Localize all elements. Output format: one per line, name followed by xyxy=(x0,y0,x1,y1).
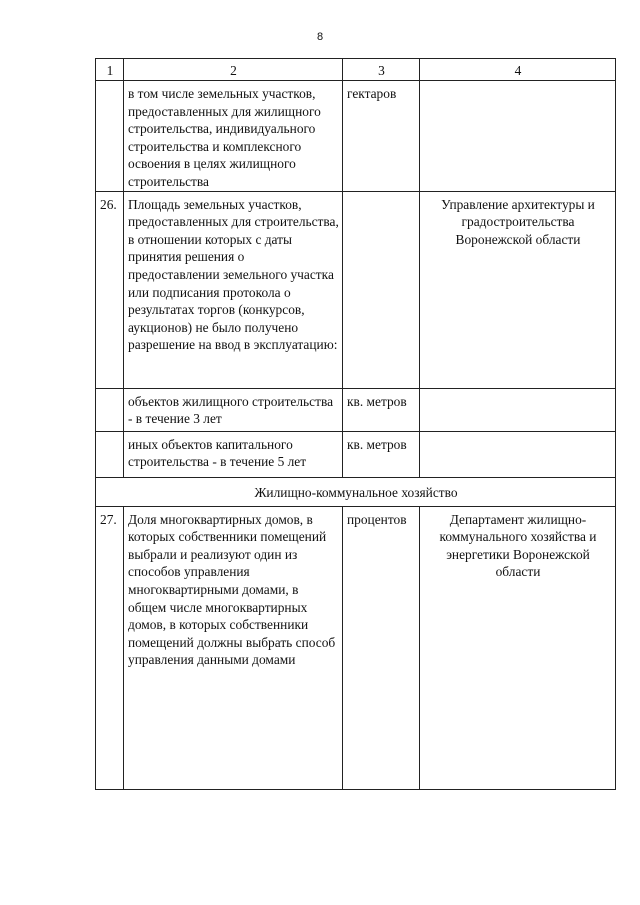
unit-of-measure xyxy=(343,191,420,388)
table-header-row xyxy=(96,59,616,81)
row-number xyxy=(96,81,124,192)
indicator-name: объектов жилищного строительства - в течение 3 лет xyxy=(124,388,343,431)
row-number: 26. xyxy=(96,191,124,388)
indicators-table xyxy=(95,58,616,790)
indicator-name: Площадь земельных участков, предоставленных для строительства, в отношении которых с даты принятия решения о предоставлении земельного участка или подписания протокола о результатах торгов (конкурсов, аукционов) не было получено разрешение на ввод в эксплуатацию: xyxy=(124,191,343,388)
row-number xyxy=(96,388,124,431)
section-title: Жилищно-коммунальное хозяйство xyxy=(96,477,616,506)
table-row xyxy=(96,506,616,789)
section-header-row xyxy=(96,477,616,506)
unit-of-measure: гектаров xyxy=(343,81,420,192)
header-col-2: 2 xyxy=(124,59,343,81)
header-col-1: 1 xyxy=(96,59,124,81)
table-row xyxy=(96,191,616,388)
responsible-body xyxy=(420,81,616,192)
table-row xyxy=(96,81,616,192)
responsible-body xyxy=(420,388,616,431)
unit-of-measure: процентов xyxy=(343,506,420,789)
indicator-name: Доля многоквартирных домов, в которых собственники помещений выбрали и реализуют один из способов управления многоквартирными домами, в общем числе многоквартирных домов, в которых собственники помещений должны выбрать способ управления данными домами xyxy=(124,506,343,789)
table-row xyxy=(96,431,616,477)
responsible-body xyxy=(420,431,616,477)
header-col-4: 4 xyxy=(420,59,616,81)
row-number: 27. xyxy=(96,506,124,789)
row-number xyxy=(96,431,124,477)
responsible-body: Управление архитектуры и градостроительства Воронежской области xyxy=(420,191,616,388)
indicator-name: в том числе земельных участков, предоставленных для жилищного строительства, индивидуального строительства и комплексного освоения в целях жилищного строительства xyxy=(124,81,343,192)
responsible-body: Департамент жилищно-коммунального хозяйства и энергетики Воронежской области xyxy=(420,506,616,789)
page-number: 8 xyxy=(316,31,324,43)
header-col-3: 3 xyxy=(343,59,420,81)
table-row xyxy=(96,388,616,431)
unit-of-measure: кв. метров xyxy=(343,431,420,477)
unit-of-measure: кв. метров xyxy=(343,388,420,431)
indicator-name: иных объектов капитального строительства - в течение 5 лет xyxy=(124,431,343,477)
